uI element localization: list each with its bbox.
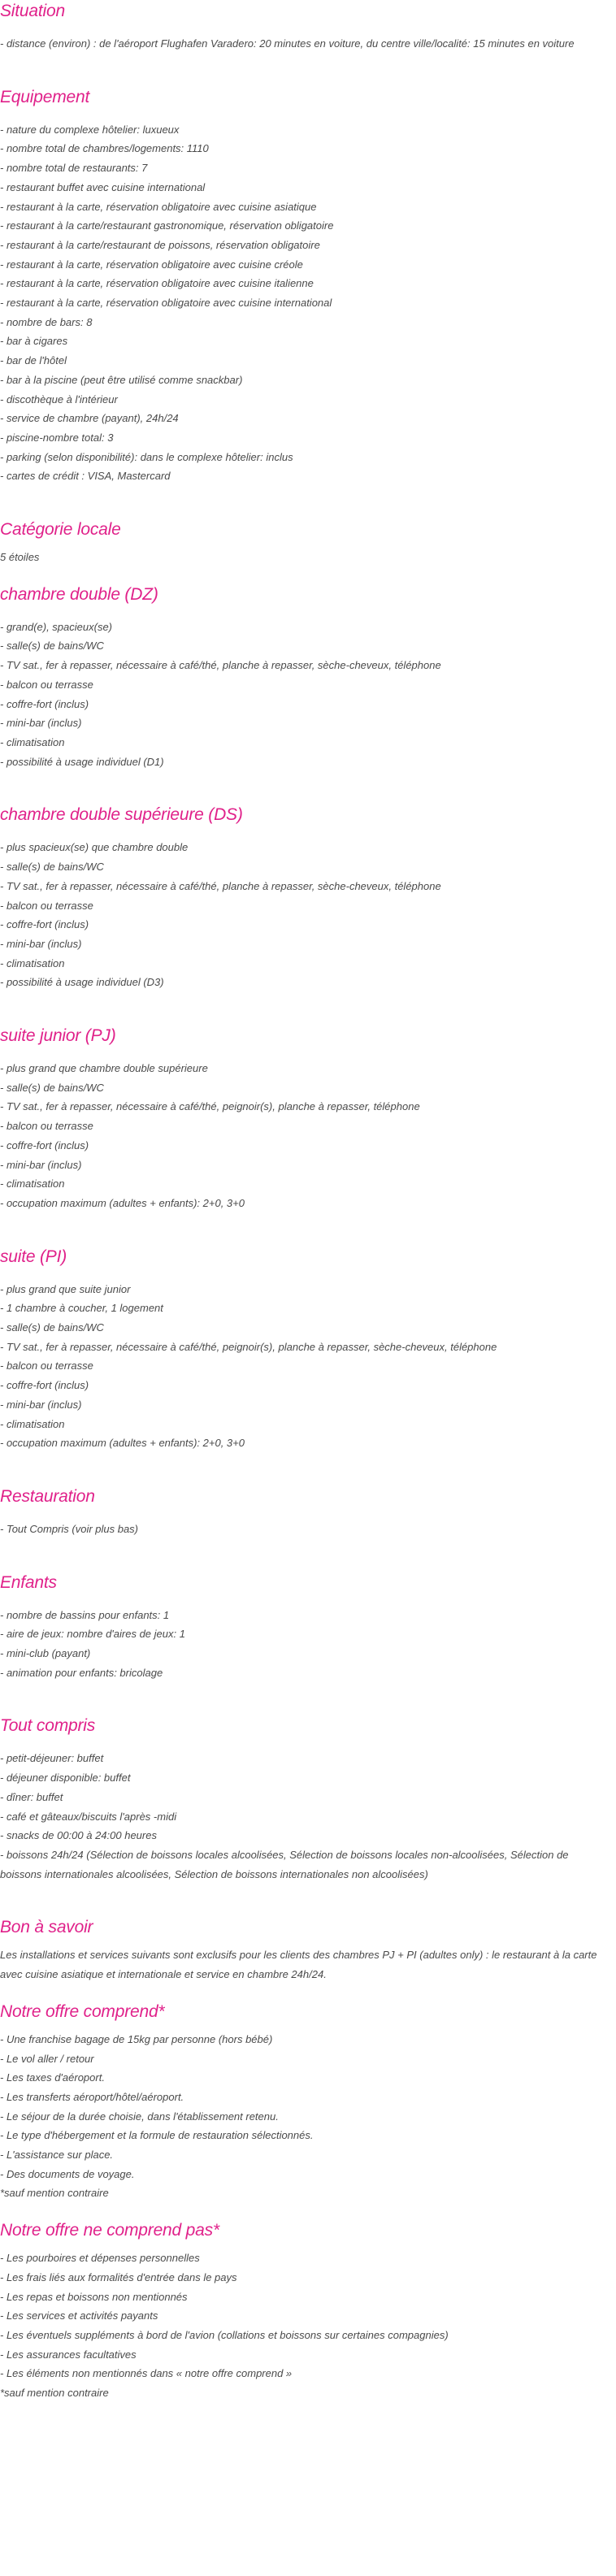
list-item: *sauf mention contraire	[0, 2187, 109, 2200]
list-item: - dîner: buffet	[0, 1790, 63, 1803]
list-item: - salle(s) de bains/WC	[0, 1081, 104, 1094]
list-item: - nombre total de restaurants: 7	[0, 162, 148, 175]
section-title: Catégorie locale	[0, 520, 121, 540]
section-list	[0, 34, 611, 54]
section-situation	[0, 0, 611, 54]
list-item: - aire de jeux: nombre d'aires de jeux: 1	[0, 1628, 185, 1641]
section-list	[0, 618, 611, 772]
list-item: - L'assistance sur place.	[0, 2149, 114, 2162]
list-item: - 1 chambre à coucher, 1 logement	[0, 1302, 163, 1315]
section-title: Bon à savoir	[0, 1918, 93, 1937]
section-list	[0, 548, 611, 567]
list-item: - Les éléments non mentionnés dans « notre offre comprend »	[0, 2367, 293, 2380]
section-title: Restauration	[0, 1486, 95, 1506]
list-item: - piscine-nombre total: 3	[0, 431, 114, 444]
list-item: - animation pour enfants: bricolage	[0, 1666, 163, 1679]
list-item: - Les repas et boissons non mentionnés	[0, 2290, 188, 2303]
list-item: - possibilité à usage individuel (D1)	[0, 755, 164, 768]
section-list	[0, 838, 611, 992]
list-item: - petit-déjeuner: buffet	[0, 1752, 104, 1765]
section-list	[0, 1059, 611, 1213]
section-list	[0, 1945, 611, 1984]
list-item: - balcon ou terrasse	[0, 1120, 93, 1133]
list-item: - Tout Compris (voir plus bas)	[0, 1522, 139, 1535]
list-item: - bar de l'hôtel	[0, 354, 67, 367]
section-title: Notre offre comprend*	[0, 2001, 165, 2021]
list-item: - salle(s) de bains/WC	[0, 1321, 104, 1334]
list-item: - occupation maximum (adultes + enfants): 2+0, 3+0	[0, 1196, 245, 1209]
list-item: - service de chambre (payant), 24h/24	[0, 412, 179, 425]
list-item: - restaurant à la carte, réservation obligatoire avec cuisine asiatique	[0, 200, 317, 213]
section-equipement	[0, 86, 611, 486]
list-item: - climatisation	[0, 735, 65, 748]
section-notre-offre-comprend	[0, 2001, 611, 2203]
list-item: - coffre-fort (inclus)	[0, 697, 89, 710]
list-item: - bar à cigares	[0, 335, 68, 348]
list-item: - restaurant à la carte, réservation obligatoire avec cuisine créole	[0, 258, 303, 271]
list-item: - mini-bar (inclus)	[0, 937, 82, 950]
list-item: - mini-bar (inclus)	[0, 717, 82, 730]
section-list	[0, 1520, 611, 1539]
list-item: - restaurant à la carte/restaurant de poissons, réservation obligatoire	[0, 238, 320, 251]
list-item: - nombre de bars: 8	[0, 315, 93, 328]
list-item: - mini-club (payant)	[0, 1647, 91, 1660]
list-item: - grand(e), spacieux(se)	[0, 620, 112, 633]
list-item: - climatisation	[0, 1177, 65, 1190]
list-item: - TV sat., fer à repasser, nécessaire à café/thé, planche à repasser, sèche-cheveux, téléphone	[0, 879, 441, 892]
list-item: - TV sat., fer à repasser, nécessaire à café/thé, peignoir(s), planche à repasser, téléphone	[0, 1100, 420, 1113]
list-item: 5 étoiles	[0, 551, 40, 564]
list-item: - restaurant à la carte, réservation obligatoire avec cuisine international	[0, 297, 332, 310]
list-item: - café et gâteaux/biscuits l'après -midi	[0, 1810, 177, 1823]
section-chambre-double-dz	[0, 583, 611, 772]
section-bon-a-savoir	[0, 1916, 611, 1984]
list-item: - boissons 24h/24 (Sélection de boissons locales alcoolisées, Sélection de boissons locales non-alcoolisées, Sélection de boissons internationales alcoolisées, Sélection de boissons internationales non alcoolisées)	[0, 1849, 569, 1880]
list-item: - Les assurances facultatives	[0, 2348, 137, 2361]
list-item: - nombre de bassins pour enfants: 1	[0, 1608, 170, 1621]
section-chambre-double-superieure-ds	[0, 804, 611, 992]
list-item: - coffre-fort (inclus)	[0, 918, 89, 931]
section-list	[0, 120, 611, 486]
list-item: - balcon ou terrasse	[0, 1360, 93, 1373]
section-enfants	[0, 1572, 611, 1683]
list-item: - distance (environ) : de l'aéroport Flughafen Varadero: 20 minutes en voiture, du centre ville/localité: 15 minutes en voiture	[0, 37, 575, 50]
section-categorie-locale	[0, 518, 611, 567]
section-list	[0, 2030, 611, 2203]
section-title: suite junior (PJ)	[0, 1026, 116, 1046]
list-item: - snacks de 00:00 à 24:00 heures	[0, 1829, 157, 1842]
list-item: - climatisation	[0, 956, 65, 969]
section-list	[0, 2249, 611, 2403]
list-item: - Une franchise bagage de 15kg par personne (hors bébé)	[0, 2032, 273, 2045]
list-item: - salle(s) de bains/WC	[0, 640, 104, 653]
section-title: suite (PI)	[0, 1247, 67, 1266]
section-notre-offre-ne-comprend-pas	[0, 2219, 611, 2403]
list-item: - discothèque à l'intérieur	[0, 392, 118, 405]
section-title: Notre offre ne comprend pas*	[0, 2221, 219, 2240]
section-tout-compris	[0, 1715, 611, 1884]
section-suite-pi	[0, 1246, 611, 1453]
list-item: Les installations et services suivants sont exclusifs pour les clients des chambres PJ + PI (adultes only) : le restaurant à la carte avec cuisine asiatique et internationale et service en chambre 24h/24.	[0, 1949, 597, 1981]
list-item: - balcon ou terrasse	[0, 678, 93, 691]
list-item: - TV sat., fer à repasser, nécessaire à café/thé, planche à repasser, sèche-cheveux, téléphone	[0, 659, 441, 672]
section-restauration	[0, 1485, 611, 1539]
list-item: - Les éventuels suppléments à bord de l'avion (collations et boissons sur certaines compagnies)	[0, 2328, 449, 2341]
section-suite-junior-pj	[0, 1025, 611, 1213]
list-item: - TV sat., fer à repasser, nécessaire à café/thé, peignoir(s), planche à repasser, sèche-cheveux, téléphone	[0, 1340, 497, 1353]
list-item: - Les pourboires et dépenses personnelles	[0, 2252, 200, 2265]
list-item: - Le vol aller / retour	[0, 2052, 94, 2065]
list-item: - restaurant buffet avec cuisine international	[0, 180, 206, 193]
list-item: - mini-bar (inclus)	[0, 1158, 82, 1171]
section-list	[0, 1280, 611, 1453]
list-item: - coffre-fort (inclus)	[0, 1379, 89, 1392]
list-item: - nombre total de chambres/logements: 1110	[0, 142, 209, 155]
list-item: - plus spacieux(se) que chambre double	[0, 841, 189, 854]
list-item: - restaurant à la carte/restaurant gastronomique, réservation obligatoire	[0, 219, 334, 232]
list-item: - climatisation	[0, 1417, 65, 1430]
list-item: - Le type d'hébergement et la formule de restauration sélectionnés.	[0, 2129, 314, 2142]
section-title: Situation	[0, 2, 65, 20]
section-list	[0, 1749, 611, 1884]
list-item: - Les taxes d'aéroport.	[0, 2071, 105, 2084]
list-item: - mini-bar (inclus)	[0, 1398, 82, 1411]
list-item: - salle(s) de bains/WC	[0, 861, 104, 874]
section-list	[0, 1606, 611, 1683]
section-title: chambre double (DZ)	[0, 584, 158, 604]
section-title: Enfants	[0, 1572, 57, 1592]
list-item: - Le séjour de la durée choisie, dans l'établissement retenu.	[0, 2110, 279, 2123]
list-item: - Les frais liés aux formalités d'entrée dans le pays	[0, 2270, 237, 2283]
list-item: - nature du complexe hôtelier: luxueux	[0, 123, 180, 136]
list-item: - parking (selon disponibilité): dans le complexe hôtelier: inclus	[0, 450, 293, 463]
section-title: Equipement	[0, 87, 90, 106]
list-item: - possibilité à usage individuel (D3)	[0, 976, 164, 989]
list-item: *sauf mention contraire	[0, 2387, 109, 2400]
list-item: - plus grand que suite junior	[0, 1282, 131, 1295]
list-item: - restaurant à la carte, réservation obligatoire avec cuisine italienne	[0, 277, 314, 290]
section-title: Tout compris	[0, 1716, 96, 1736]
list-item: - Des documents de voyage.	[0, 2167, 135, 2180]
list-item: - occupation maximum (adultes + enfants): 2+0, 3+0	[0, 1437, 245, 1450]
list-item: - plus grand que chambre double supérieure	[0, 1062, 208, 1075]
list-item: - cartes de crédit : VISA, Mastercard	[0, 470, 171, 483]
list-item: - coffre-fort (inclus)	[0, 1138, 89, 1151]
section-title: chambre double supérieure (DS)	[0, 805, 243, 825]
list-item: - Les transferts aéroport/hôtel/aéroport.	[0, 2090, 184, 2103]
list-item: - bar à la piscine (peut être utilisé comme snackbar)	[0, 373, 243, 386]
list-item: - déjeuner disponible: buffet	[0, 1772, 131, 1785]
list-item: - Les services et activités payants	[0, 2309, 158, 2322]
list-item: - balcon ou terrasse	[0, 899, 93, 912]
